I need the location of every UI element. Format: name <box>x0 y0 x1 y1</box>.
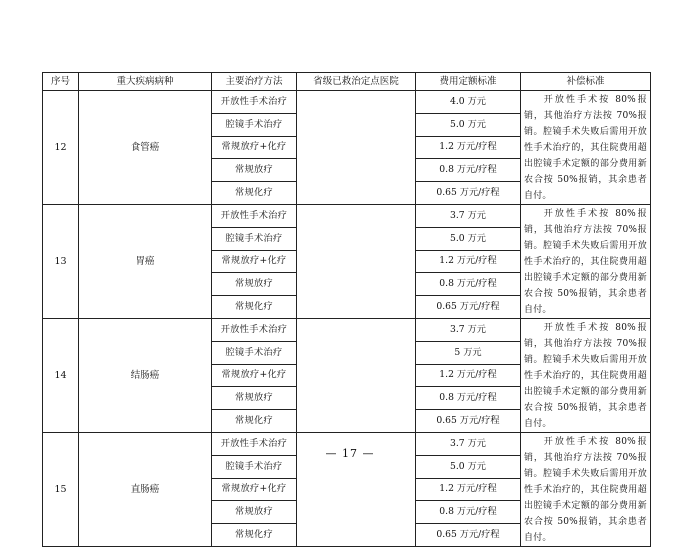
header-compensation-standard: 补偿标准 <box>521 73 651 91</box>
treatment-method-cell: 常规放疗+化疗 <box>212 478 297 501</box>
treatment-method-cell: 开放性手术治疗 <box>212 433 297 456</box>
treatment-method-cell: 常规化疗 <box>212 410 297 433</box>
cost-standard-cell: 0.8 万元/疗程 <box>416 159 521 182</box>
header-designated-hospital: 省级已救治定点医院 <box>297 73 416 91</box>
treatment-method-cell: 开放性手术治疗 <box>212 91 297 114</box>
disease-cell: 直肠癌 <box>79 433 212 547</box>
header-row <box>43 73 651 91</box>
designated-hospital-cell <box>297 205 416 319</box>
cost-standard-cell: 0.65 万元/疗程 <box>416 524 521 547</box>
cost-standard-cell: 0.65 万元/疗程 <box>416 182 521 205</box>
disease-cell: 胃癌 <box>79 205 212 319</box>
cost-standard-cell: 3.7 万元 <box>416 319 521 342</box>
cost-standard-cell: 0.8 万元/疗程 <box>416 273 521 296</box>
table-row <box>43 205 651 228</box>
serial-number-cell: 12 <box>43 91 79 205</box>
header-cost-standard: 费用定额标准 <box>416 73 521 91</box>
treatment-method-cell: 常规放疗 <box>212 387 297 410</box>
treatment-method-cell: 腔镜手术治疗 <box>212 341 297 364</box>
treatment-method-cell: 常规放疗+化疗 <box>212 364 297 387</box>
cost-standard-cell: 1.2 万元/疗程 <box>416 136 521 159</box>
table-header <box>43 73 651 91</box>
cost-standard-cell: 1.2 万元/疗程 <box>416 478 521 501</box>
cost-standard-cell: 0.8 万元/疗程 <box>416 387 521 410</box>
compensation-standard-cell: 开放性手术按 80%报销，其他治疗方法按 70%报销。腔镜手术失败后需用开放性手术治疗的，其住院费用超出腔镜手术定额的部分费用新农合按 50%报销，其余患者自付。 <box>521 205 651 319</box>
header-serial-number: 序号 <box>43 73 79 91</box>
page-number: — 17 — <box>325 447 375 460</box>
compensation-standard-cell: 开放性手术按 80%报销，其他治疗方法按 70%报销。腔镜手术失败后需用开放性手术治疗的，其住院费用超出腔镜手术定额的部分费用新农合按 50%报销，其余患者自付。 <box>521 433 651 547</box>
treatment-method-cell: 常规化疗 <box>212 182 297 205</box>
treatment-method-cell: 常规放疗+化疗 <box>212 250 297 273</box>
treatment-method-cell: 常规放疗+化疗 <box>212 136 297 159</box>
treatment-method-cell: 开放性手术治疗 <box>212 319 297 342</box>
cost-standard-cell: 5.0 万元 <box>416 455 521 478</box>
treatment-method-cell: 腔镜手术治疗 <box>212 455 297 478</box>
disease-cell: 结肠癌 <box>79 319 212 433</box>
treatment-method-cell: 开放性手术治疗 <box>212 205 297 228</box>
treatment-method-cell: 腔镜手术治疗 <box>212 227 297 250</box>
cost-standard-cell: 1.2 万元/疗程 <box>416 250 521 273</box>
cost-standard-cell: 5.0 万元 <box>416 113 521 136</box>
disease-cell: 食管癌 <box>79 91 212 205</box>
treatment-method-cell: 腔镜手术治疗 <box>212 113 297 136</box>
serial-number-cell: 15 <box>43 433 79 547</box>
cost-standard-cell: 3.7 万元 <box>416 205 521 228</box>
table-row <box>43 91 651 114</box>
cost-standard-cell: 0.65 万元/疗程 <box>416 296 521 319</box>
compensation-standard-cell: 开放性手术按 80%报销，其他治疗方法按 70%报销。腔镜手术失败后需用开放性手术治疗的，其住院费用超出腔镜手术定额的部分费用新农合按 50%报销，其余患者自付。 <box>521 91 651 205</box>
treatment-method-cell: 常规放疗 <box>212 273 297 296</box>
cost-standard-cell: 3.7 万元 <box>416 433 521 456</box>
cost-standard-cell: 0.65 万元/疗程 <box>416 410 521 433</box>
reimbursement-table <box>42 72 651 547</box>
cost-standard-cell: 5 万元 <box>416 341 521 364</box>
table-row <box>43 319 651 342</box>
treatment-method-cell: 常规放疗 <box>212 501 297 524</box>
cost-standard-cell: 4.0 万元 <box>416 91 521 114</box>
compensation-standard-cell: 开放性手术按 80%报销，其他治疗方法按 70%报销。腔镜手术失败后需用开放性手术治疗的，其住院费用超出腔镜手术定额的部分费用新农合按 50%报销，其余患者自付。 <box>521 319 651 433</box>
header-disease: 重大疾病病种 <box>79 73 212 91</box>
designated-hospital-cell <box>297 91 416 205</box>
table-body <box>43 91 651 547</box>
cost-standard-cell: 5.0 万元 <box>416 227 521 250</box>
cost-standard-cell: 0.8 万元/疗程 <box>416 501 521 524</box>
treatment-method-cell: 常规放疗 <box>212 159 297 182</box>
serial-number-cell: 14 <box>43 319 79 433</box>
treatment-method-cell: 常规化疗 <box>212 296 297 319</box>
treatment-method-cell: 常规化疗 <box>212 524 297 547</box>
designated-hospital-cell <box>297 319 416 433</box>
header-treatment-method: 主要治疗方法 <box>212 73 297 91</box>
cost-standard-cell: 1.2 万元/疗程 <box>416 364 521 387</box>
serial-number-cell: 13 <box>43 205 79 319</box>
